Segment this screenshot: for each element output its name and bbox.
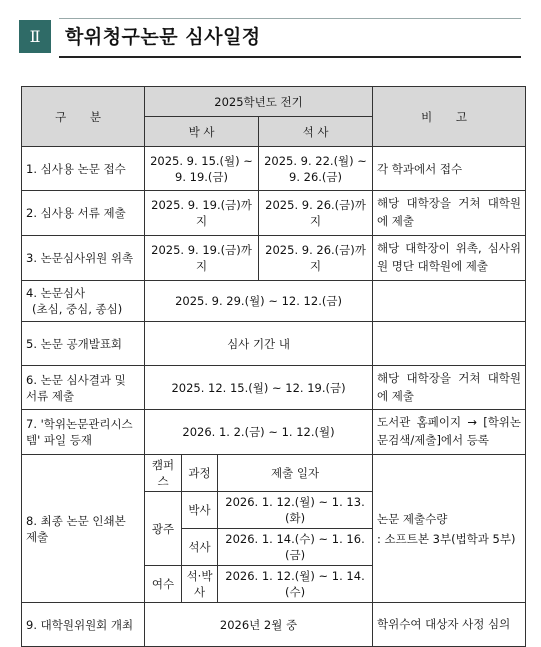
- row-master-date: 2025. 9. 26.(금)까지: [259, 236, 373, 281]
- row-item: 7. '학위논문관리시스템' 파일 등재: [22, 410, 145, 455]
- row-note: [373, 322, 526, 366]
- row-item: 6. 논문 심사결과 및 서류 제출: [22, 366, 145, 410]
- table-row: [22, 322, 526, 366]
- sub-header-campus: 캠퍼스: [145, 455, 182, 492]
- table-row: [22, 455, 526, 492]
- sub-row-campus: 여수: [145, 566, 182, 603]
- row-master-date: 2025. 9. 26.(금)까지: [259, 191, 373, 236]
- row-period: 2026. 1. 2.(금) ~ 1. 12.(월): [145, 410, 373, 455]
- table-row: [22, 191, 526, 236]
- sub-row-course: 박사: [182, 492, 218, 529]
- schedule-table: [21, 86, 526, 647]
- table-row: [22, 281, 526, 322]
- sub-row-date: 2026. 1. 12.(월) ~ 1. 14.(수): [218, 566, 373, 603]
- sub-row-date: 2026. 1. 12.(월) ~ 1. 13.(화): [218, 492, 373, 529]
- header-doctor: 박 사: [145, 117, 259, 147]
- row-note: [373, 281, 526, 322]
- table-row: [22, 410, 526, 455]
- table-header-row: [22, 87, 526, 117]
- row-note: 해당 대학장을 거쳐 대학원에 제출: [373, 366, 526, 410]
- row-note: 해당 대학장이 위촉, 심사위원 명단 대학원에 제출: [373, 236, 526, 281]
- row-item: [22, 281, 145, 322]
- row-item: 3. 논문심사위원 위촉: [22, 236, 145, 281]
- header-note: 비 고: [373, 87, 526, 147]
- section-header: [19, 18, 521, 56]
- row-period: 2026년 2월 중: [145, 603, 373, 647]
- header-bottom-rule: [59, 56, 521, 58]
- row-item: 1. 심사용 논문 접수: [22, 147, 145, 191]
- table-row: [22, 236, 526, 281]
- sub-row-course: 석사: [182, 529, 218, 566]
- sub-row-campus: 광주: [145, 492, 182, 566]
- row-item: 2. 심사용 서류 제출: [22, 191, 145, 236]
- row-note: 학위수여 대상자 사정 심의: [373, 603, 526, 647]
- row-note-line1: 논문 제출수량: [377, 511, 448, 526]
- table-row: [22, 603, 526, 647]
- row-doctor-date: 2025. 9. 19.(금)까지: [145, 236, 259, 281]
- row-period: 2025. 12. 15.(월) ~ 12. 19.(금): [145, 366, 373, 410]
- sub-row-date: 2026. 1. 14.(수) ~ 1. 16.(금): [218, 529, 373, 566]
- row-note: 각 학과에서 접수: [373, 147, 526, 191]
- row-item: 5. 논문 공개발표회: [22, 322, 145, 366]
- header-category: 구 분: [22, 87, 145, 147]
- row-doctor-date: 2025. 9. 15.(월) ~ 9. 19.(금): [145, 147, 259, 191]
- row-item-line2: (초심, 중심, 종심): [32, 302, 123, 316]
- row-note-line2: : 소프트본 3부(법학과 5부): [377, 531, 516, 546]
- row-note: [373, 455, 526, 603]
- row-item: 9. 대학원위원회 개최: [22, 603, 145, 647]
- row-master-date: 2025. 9. 22.(월) ~ 9. 26.(금): [259, 147, 373, 191]
- sub-row-course: 석·박사: [182, 566, 218, 603]
- row-period: 심사 기간 내: [145, 322, 373, 366]
- sub-header-course: 과정: [182, 455, 218, 492]
- row-period: 2025. 9. 29.(월) ~ 12. 12.(금): [145, 281, 373, 322]
- header-year: 2025학년도 전기: [145, 87, 373, 117]
- row-item: 8. 최종 논문 인쇄본 제출: [22, 455, 145, 603]
- row-item-line1: 4. 논문심사: [26, 286, 86, 300]
- row-doctor-date: 2025. 9. 19.(금)까지: [145, 191, 259, 236]
- section-number-badge: Ⅱ: [19, 20, 51, 53]
- table-row: [22, 147, 526, 191]
- row-note: 도서관 홈페이지 → [학위논문검색/제출]에서 등록: [373, 410, 526, 455]
- sub-header-date: 제출 일자: [218, 455, 373, 492]
- header-top-rule: [59, 18, 521, 19]
- row-note: 해당 대학장을 거쳐 대학원에 제출: [373, 191, 526, 236]
- header-master: 석 사: [259, 117, 373, 147]
- section-title: 학위청구논문 심사일정: [65, 26, 261, 48]
- table-row: [22, 366, 526, 410]
